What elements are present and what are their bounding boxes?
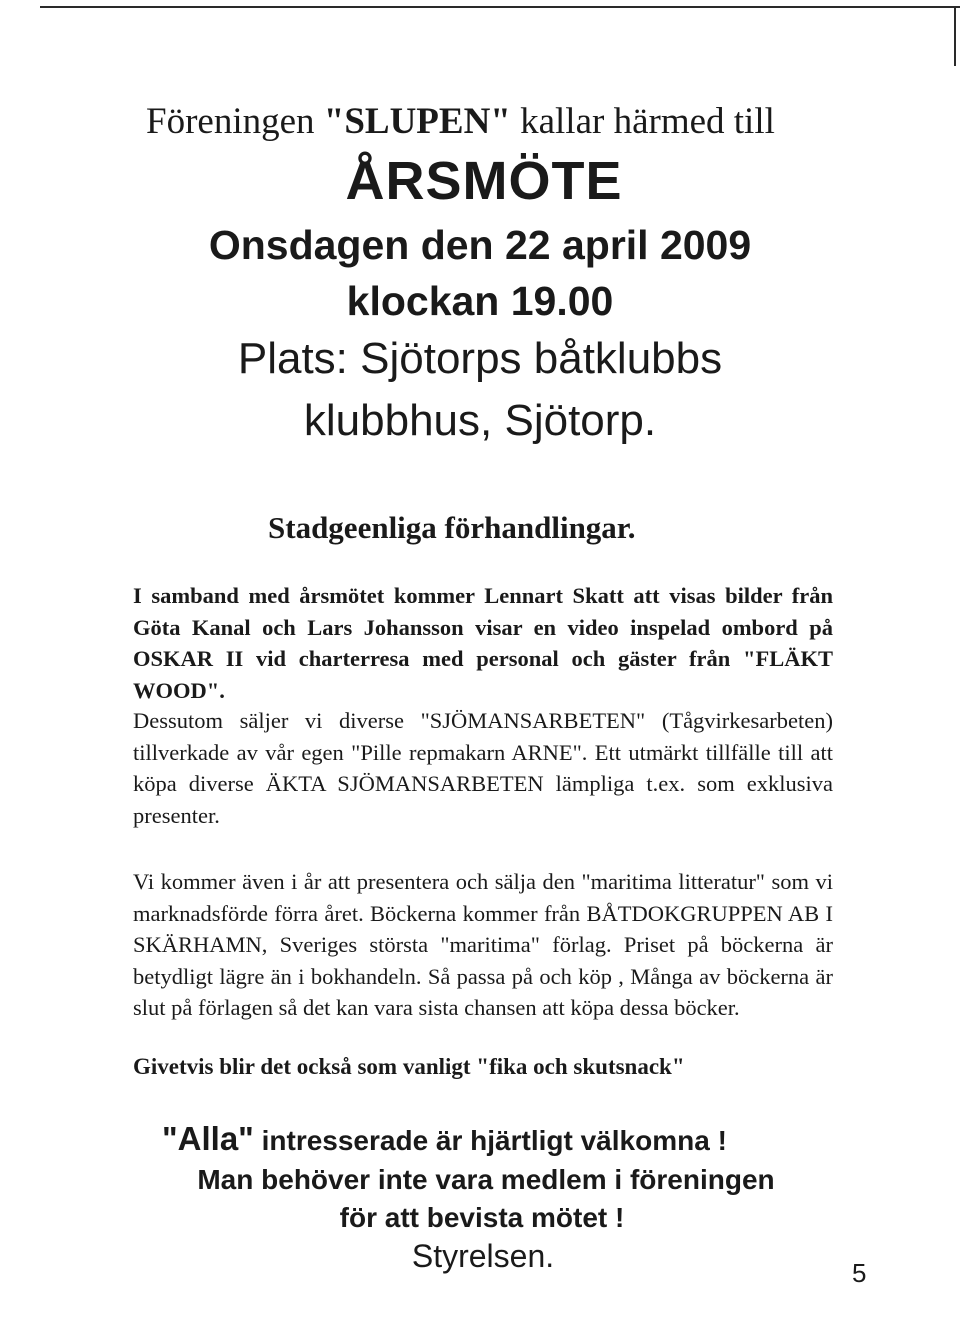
welcome-line1-rest: intresserade är hjärtligt välkomna ! [253, 1125, 727, 1156]
books-paragraph: Vi kommer även i år att presentera och sälja den "maritima litteratur" som vi marknadsförde förra året. Böckerna kommer från BÅTDOKGRUPPEN AB I SKÄRHAMN, Sveriges största "maritima" förlag. Priset på böckerna är betydligt lägre än i bokhandeln. Så passa på och köp , Många av böckerna är slut på förlagen så det kan vara sista chansen att köpa dessa böcker. [133, 869, 833, 1020]
meeting-title: ÅRSMÖTE [345, 151, 623, 211]
meeting-place-line2: klubbhus, Sjötorp. [303, 396, 657, 445]
agenda-heading: Stadgeenliga förhandlingar. [268, 510, 636, 545]
signature: Styrelsen. [411, 1238, 555, 1274]
invitation-intro [146, 100, 775, 143]
welcome-line2: Man behöver inte vara medlem i föreningen [197, 1164, 775, 1195]
scan-edge-top [40, 6, 960, 8]
meeting-place-line1: Plats: Sjötorps båtklubbs [237, 334, 723, 383]
association-name: "SLUPEN" [323, 101, 511, 142]
presentation-paragraph: I samband med årsmötet kommer Lennart Skatt att visas bilder från Göta Kanal och Lars Johansson visar en video inspelad ombord på OSKAR II vid charterresa med personal och gäster från "FLÄKT WOOD". [133, 583, 833, 703]
fika-line: Givetvis blir det också som vanligt "fika och skutsnack" [133, 1054, 685, 1079]
sales-paragraph: Dessutom säljer vi diverse "SJÖMANSARBETEN" (Tågvirkesarbeten) tillverkade av vår egen "Pille repmakarn ARNE". Ett utmärkt tillfälle till att köpa diverse ÄKTA SJÖMANSARBETEN lämpliga t.ex. som exklusiva presenter. [133, 708, 833, 828]
welcome-line3: för att bevista mötet ! [339, 1202, 625, 1233]
welcome-line1 [162, 1120, 727, 1158]
meeting-date: Onsdagen den 22 april 2009 [208, 222, 752, 268]
page-number: 5 [852, 1258, 867, 1288]
intro-suffix: kallar härmed till [510, 101, 775, 142]
intro-prefix: Föreningen [146, 101, 324, 142]
meeting-time: klockan 19.00 [346, 278, 614, 324]
alla-word: "Alla" [162, 1120, 254, 1157]
scan-edge-right [954, 6, 956, 66]
